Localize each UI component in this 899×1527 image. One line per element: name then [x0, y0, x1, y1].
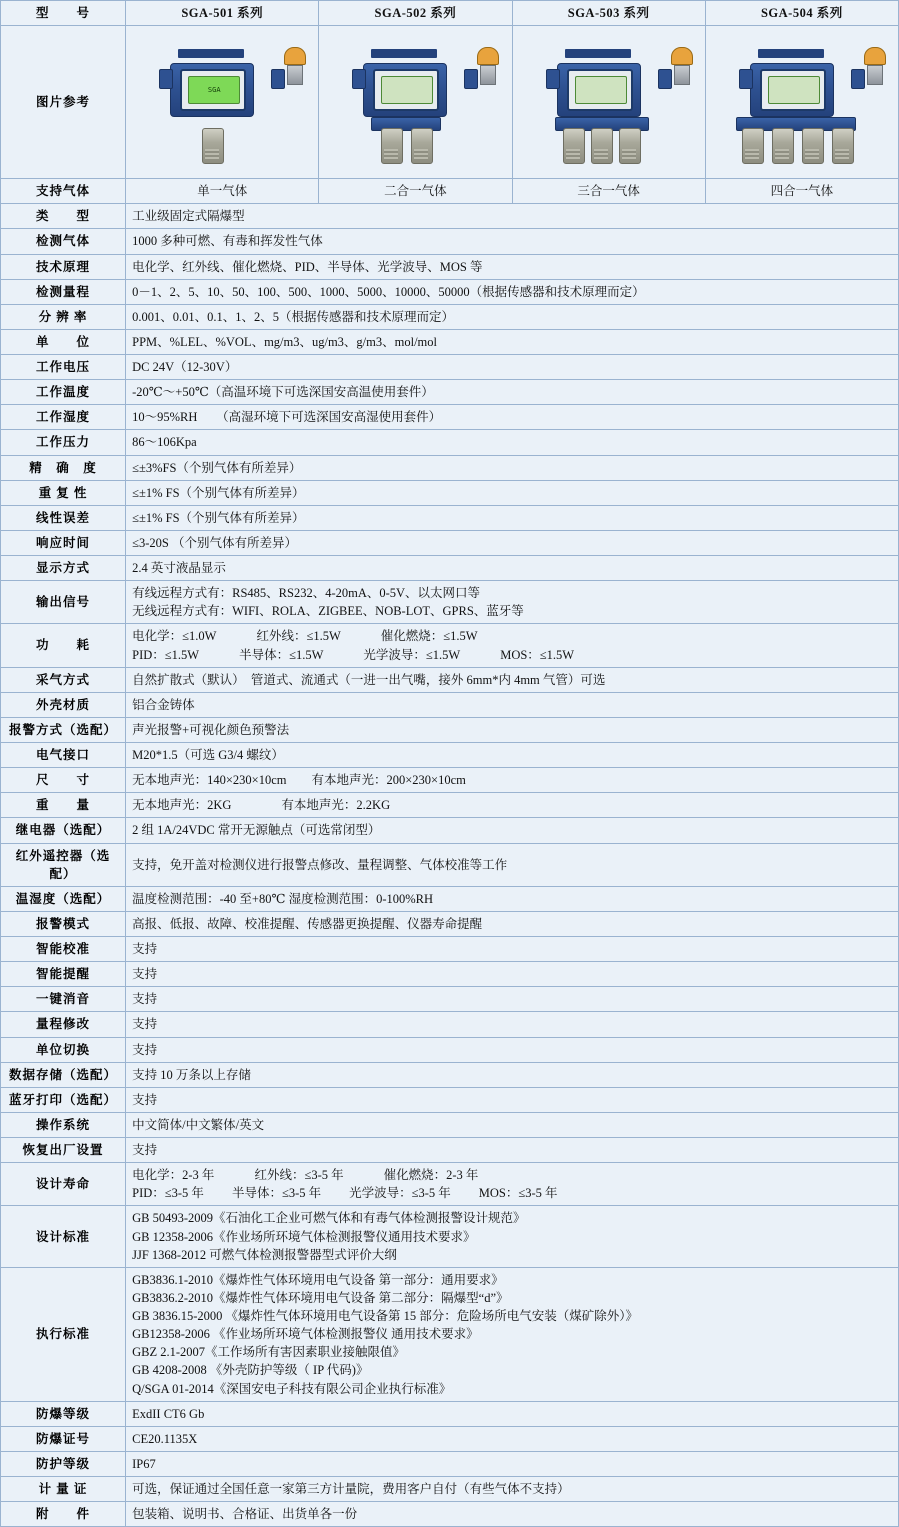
spec-label: 报警模式 [1, 911, 126, 936]
spec-label: 操作系统 [1, 1112, 126, 1137]
spec-value: 支持 10 万条以上存储 [126, 1062, 899, 1087]
spec-value: 可选，保证通过全国任意一家第三方计量院，费用客户自付（有些气体不支持） [126, 1477, 899, 1502]
lcd-screen [768, 76, 820, 104]
spec-row [1, 743, 899, 768]
spec-row [1, 279, 899, 304]
spec-row [1, 937, 899, 962]
spec-row [1, 254, 899, 279]
lifespan-item-value: 2-3 年 [446, 1168, 479, 1183]
brand-plate [565, 49, 631, 58]
spec-value: ExdII CT6 Gb [126, 1401, 899, 1426]
spec-row [1, 886, 899, 911]
lifespan-item-value: ≤3-5 年 [518, 1186, 558, 1201]
spec-value: ≤±3%FS（个别气体有所差异） [126, 455, 899, 480]
alarm-stem [867, 65, 883, 85]
spec-value: 电化学、红外线、催化燃烧、PID、半导体、光学波导、MOS 等 [126, 254, 899, 279]
mount-bracket-right [658, 69, 672, 89]
lifespan-item-name: PID： [132, 1186, 165, 1201]
spec-row [1, 1112, 899, 1137]
spec-label: 电气接口 [1, 743, 126, 768]
spec-value: 支持 [126, 1087, 899, 1112]
standard-item: GB 50493-2009《石油化工企业可燃气体和有毒气体检测报警设计规范》 [132, 1211, 526, 1226]
spec-label: 单 位 [1, 329, 126, 354]
spec-label: 技术原理 [1, 254, 126, 279]
spec-value: 2 组 1A/24VDC 常开无源触点（可选常闭型） [126, 818, 899, 843]
product-image-sga-504 [705, 26, 898, 179]
spec-row [1, 1087, 899, 1112]
alarm-light [864, 47, 884, 81]
lifespan-item-value: ≤3-5 年 [411, 1186, 451, 1201]
spec-value: -20℃～+50℃（高温环境下可选深国安高温使用套件） [126, 380, 899, 405]
display-window [567, 69, 633, 111]
spec-row [1, 1477, 899, 1502]
gas-support-value-1: 单一气体 [126, 179, 319, 204]
standard-item: GB3836.1-2010《爆炸性气体环境用电气设备 第一部分：通用要求》 [132, 1272, 504, 1287]
power-item-value: ≤1.0W [182, 629, 217, 644]
gas-sensor-probe [563, 128, 585, 164]
mount-bracket-left [739, 69, 753, 89]
lifespan-value [126, 1163, 899, 1206]
lcd-screen [381, 76, 433, 104]
power-item-name: 催化燃烧： [380, 629, 444, 644]
design-lifespan-row [1, 1163, 899, 1206]
design-standards-row [1, 1206, 899, 1267]
spec-row [1, 1037, 899, 1062]
spec-label: 工作湿度 [1, 405, 126, 430]
power-label: 功 耗 [1, 624, 126, 667]
spec-label: 报警方式（选配） [1, 717, 126, 742]
spec-label: 智能提醒 [1, 962, 126, 987]
spec-row [1, 818, 899, 843]
lifespan-item-name: 光学波导： [349, 1186, 412, 1201]
display-window [760, 69, 826, 111]
gas-sensor-probe [591, 128, 613, 164]
exec-standards-value [126, 1267, 899, 1401]
spec-label: 分 辨 率 [1, 304, 126, 329]
standard-item: JJF 1368-2012 可燃气体检测报警器型式评价大纲 [132, 1247, 397, 1262]
spec-label: 检测量程 [1, 279, 126, 304]
lcd-screen: SGA [188, 76, 240, 104]
alarm-dome [477, 47, 499, 65]
output-signal-label: 输出信号 [1, 581, 126, 624]
gas-sensor-probe [202, 128, 224, 164]
lifespan-line-2 [132, 1184, 892, 1202]
spec-label: 重 复 性 [1, 480, 126, 505]
mount-bracket-right [271, 69, 285, 89]
spec-value: DC 24V（12-30V） [126, 355, 899, 380]
spec-value: M20*1.5（可选 G3/4 螺纹） [126, 743, 899, 768]
spec-row [1, 1012, 899, 1037]
spec-label: 智能校准 [1, 937, 126, 962]
spec-label: 尺 寸 [1, 768, 126, 793]
spec-value: IP67 [126, 1451, 899, 1476]
spec-row [1, 1426, 899, 1451]
display-window [373, 69, 439, 111]
exec-standards-label: 执行标准 [1, 1267, 126, 1401]
model-header-4: SGA-504 系列 [705, 1, 898, 26]
alarm-light [477, 47, 497, 81]
mount-bracket-right [851, 69, 865, 89]
display-window [180, 69, 246, 111]
header-row-label: 型 号 [1, 1, 126, 26]
power-value [126, 624, 899, 667]
spec-label: 检测气体 [1, 229, 126, 254]
spec-value: 支持 [126, 1012, 899, 1037]
spec-row [1, 430, 899, 455]
lifespan-item-value: ≤3-5 年 [304, 1168, 344, 1183]
spec-label: 继电器（选配） [1, 818, 126, 843]
alarm-dome [671, 47, 693, 65]
lifespan-item-name: 红外线： [254, 1168, 305, 1183]
model-header-3: SGA-503 系列 [512, 1, 705, 26]
spec-row [1, 505, 899, 530]
gas-sensor-probe [619, 128, 641, 164]
spec-label: 防护等级 [1, 1451, 126, 1476]
gas-support-value-4: 四合一气体 [705, 179, 898, 204]
power-item-name: 电化学： [132, 629, 183, 644]
spec-row [1, 204, 899, 229]
gas-sensor-probe [742, 128, 764, 164]
spec-row [1, 405, 899, 430]
exec-standards-row [1, 1267, 899, 1401]
image-row-label: 图片参考 [1, 26, 126, 179]
spec-row [1, 987, 899, 1012]
table-header-row [1, 1, 899, 26]
spec-row [1, 768, 899, 793]
spec-value: PPM、%LEL、%VOL、mg/m3、ug/m3、g/m3、mol/mol [126, 329, 899, 354]
spec-value: 包装箱、说明书、合格证、出货单各一份 [126, 1502, 899, 1527]
spec-value: 中文简体/中文繁体/英文 [126, 1112, 899, 1137]
lifespan-item-value: ≤3-5 年 [164, 1186, 204, 1201]
spec-value: 无本地声光：2KG 有本地声光：2.2KG [126, 793, 899, 818]
gas-sensor-probe [772, 128, 794, 164]
spec-label: 工作压力 [1, 430, 126, 455]
spec-value: 支持 [126, 987, 899, 1012]
spec-label: 恢复出厂设置 [1, 1138, 126, 1163]
spec-label: 一键消音 [1, 987, 126, 1012]
spec-label: 防爆等级 [1, 1401, 126, 1426]
spec-row [1, 380, 899, 405]
alarm-stem [480, 65, 496, 85]
spec-row [1, 1401, 899, 1426]
spec-value: 支持，免开盖对检测仪进行报警点修改、量程调整、气体校准等工作 [126, 843, 899, 886]
standard-item: GB 4208-2008 《外壳防护等级（ IP 代码)》 [132, 1363, 369, 1378]
spec-label: 响应时间 [1, 530, 126, 555]
power-item-value: ≤1.5W [306, 629, 341, 644]
mount-bracket-left [352, 69, 366, 89]
spec-label: 附 件 [1, 1502, 126, 1527]
spec-label: 蓝牙打印（选配） [1, 1087, 126, 1112]
spec-label: 量程修改 [1, 1012, 126, 1037]
power-item-value: ≤1.5W [443, 629, 478, 644]
mount-bracket-right [464, 69, 478, 89]
power-line-1 [132, 627, 892, 645]
alarm-dome [864, 47, 886, 65]
spec-value: 2.4 英寸液晶显示 [126, 556, 899, 581]
power-item-name: 红外线： [256, 629, 307, 644]
gas-support-value-3: 三合一气体 [512, 179, 705, 204]
brand-plate [178, 49, 244, 58]
spec-value: 1000 多种可燃、有毒和挥发性气体 [126, 229, 899, 254]
spec-label: 数据存储（选配） [1, 1062, 126, 1087]
spec-row [1, 556, 899, 581]
power-item-name: 半导体： [239, 647, 290, 662]
lifespan-item-name: 半导体： [231, 1186, 282, 1201]
image-reference-row [1, 26, 899, 179]
spec-label: 类 型 [1, 204, 126, 229]
spec-row [1, 1138, 899, 1163]
power-line-2 [132, 646, 892, 664]
spec-value: 自然扩散式（默认） 管道式、流通式（一进一出气嘴，接外 6mm*内 4mm 气管）可选 [126, 667, 899, 692]
lifespan-item-value: 2-3 年 [182, 1168, 215, 1183]
spec-row [1, 717, 899, 742]
spec-label: 红外遥控器（选配） [1, 843, 126, 886]
lifespan-item-name: 催化燃烧： [383, 1168, 447, 1183]
gas-sensor-probe [381, 128, 403, 164]
spec-value: 支持 [126, 1138, 899, 1163]
power-item-value: ≤1.5W [539, 647, 575, 662]
spec-label: 线性误差 [1, 505, 126, 530]
gas-sensor-probe [411, 128, 433, 164]
spec-row [1, 692, 899, 717]
power-item-value: ≤1.5W [425, 647, 461, 662]
spec-label: 工作电压 [1, 355, 126, 380]
lifespan-item-name: MOS： [478, 1186, 519, 1201]
standard-item: GB 3836.15-2000 《爆炸性气体环境用电气设备第 15 部分：危险场所电气安装（煤矿除外）》 [132, 1309, 639, 1323]
spec-value: ≤±1% FS（个别气体有所差异） [126, 505, 899, 530]
spec-row [1, 667, 899, 692]
product-image-sga-502 [319, 26, 512, 179]
spec-row [1, 1062, 899, 1087]
spec-label: 采气方式 [1, 667, 126, 692]
spec-value: 0－1、2、5、10、50、100、500、1000、5000、10000、50000（根据传感器和技术原理而定） [126, 279, 899, 304]
gas-support-label: 支持气体 [1, 179, 126, 204]
power-item-value: ≤1.5W [164, 647, 200, 662]
output-signal-value [126, 581, 899, 624]
spec-row [1, 1502, 899, 1527]
spec-value: ≤±1% FS（个别气体有所差异） [126, 480, 899, 505]
mount-bracket-left [159, 69, 173, 89]
spec-label: 精 确 度 [1, 455, 126, 480]
gas-sensor-probe [802, 128, 824, 164]
spec-value: ≤3-20S （个别气体有所差异） [126, 530, 899, 555]
power-item-name: MOS： [500, 647, 540, 662]
spec-label: 显示方式 [1, 556, 126, 581]
spec-value: 铝合金铸体 [126, 692, 899, 717]
standard-item: GB3836.2-2010《爆炸性气体环境用电气设备 第二部分：隔爆型“d”》 [132, 1290, 509, 1305]
spec-row [1, 1451, 899, 1476]
product-image-sga-501 [126, 26, 319, 179]
spec-row [1, 480, 899, 505]
standard-item: GB 12358-2006《作业场所环境气体检测报警仪通用技术要求》 [132, 1229, 476, 1244]
alarm-stem [674, 65, 690, 85]
spec-label: 外壳材质 [1, 692, 126, 717]
alarm-stem [287, 65, 303, 85]
design-standards-label: 设计标准 [1, 1206, 126, 1267]
output-signal-wireless: 无线远程方式有：WIFI、ROLA、ZIGBEE、NOB-LOT、GPRS、蓝牙等 [132, 604, 524, 619]
brand-plate [758, 49, 824, 58]
spec-row [1, 229, 899, 254]
spec-row [1, 455, 899, 480]
brand-plate [371, 49, 437, 58]
alarm-light [671, 47, 691, 81]
spec-label: 防爆证号 [1, 1426, 126, 1451]
spec-value: CE20.1135X [126, 1426, 899, 1451]
spec-row [1, 962, 899, 987]
gas-support-row [1, 179, 899, 204]
spec-row [1, 329, 899, 354]
lifespan-label: 设计寿命 [1, 1163, 126, 1206]
power-item-name: 光学波导： [363, 647, 426, 662]
spec-label: 温湿度（选配） [1, 886, 126, 911]
alarm-dome [284, 47, 306, 65]
mount-bracket-left [546, 69, 560, 89]
output-signal-row [1, 581, 899, 624]
spec-row [1, 355, 899, 380]
spec-row [1, 304, 899, 329]
model-header-2: SGA-502 系列 [319, 1, 512, 26]
spec-value: 支持 [126, 937, 899, 962]
spec-value: 0.001、0.01、0.1、1、2、5（根据传感器和技术原理而定） [126, 304, 899, 329]
spec-value: 温度检测范围：-40 至+80℃ 湿度检测范围：0-100%RH [126, 886, 899, 911]
standard-item: GB12358-2006 《作业场所环境气体检测报警仪 通用技术要求》 [132, 1327, 479, 1342]
spec-value: 支持 [126, 1037, 899, 1062]
spec-value: 86～106Kpa [126, 430, 899, 455]
design-standards-value [126, 1206, 899, 1267]
standard-item: Q/SGA 01-2014《深国安电子科技有限公司企业执行标准》 [132, 1381, 452, 1396]
lifespan-line-1 [132, 1166, 892, 1184]
lcd-screen [575, 76, 627, 104]
gas-support-value-2: 二合一气体 [319, 179, 512, 204]
power-item-value: ≤1.5W [289, 647, 324, 662]
spec-value: 无本地声光：140×230×10cm 有本地声光：200×230×10cm [126, 768, 899, 793]
model-header-1: SGA-501 系列 [126, 1, 319, 26]
lifespan-item-value: ≤3-5 年 [281, 1186, 322, 1201]
spec-label: 单位切换 [1, 1037, 126, 1062]
spec-value: 高报、低报、故障、校准提醒、传感器更换提醒、仪器寿命提醒 [126, 911, 899, 936]
spec-value: 声光报警+可视化颜色预警法 [126, 717, 899, 742]
output-signal-wired: 有线远程方式有：RS485、RS232、4-20mA、0-5V、以太网口等 [132, 586, 481, 601]
spec-value: 10～95%RH （高湿环境下可选深国安高湿使用套件） [126, 405, 899, 430]
spec-row [1, 793, 899, 818]
power-consumption-row [1, 624, 899, 667]
spec-row [1, 911, 899, 936]
spec-value: 支持 [126, 962, 899, 987]
alarm-light [284, 47, 304, 81]
spec-row [1, 530, 899, 555]
spec-row [1, 843, 899, 886]
standard-item: GBZ 2.1-2007《工作场所有害因素职业接触限值》 [132, 1345, 406, 1360]
spec-label: 重 量 [1, 793, 126, 818]
power-item-name: PID： [132, 647, 165, 662]
spec-label: 工作温度 [1, 380, 126, 405]
product-image-sga-503 [512, 26, 705, 179]
spec-label: 计 量 证 [1, 1477, 126, 1502]
lifespan-item-name: 电化学： [132, 1168, 183, 1183]
gas-sensor-probe [832, 128, 854, 164]
spec-value: 工业级固定式隔爆型 [126, 204, 899, 229]
